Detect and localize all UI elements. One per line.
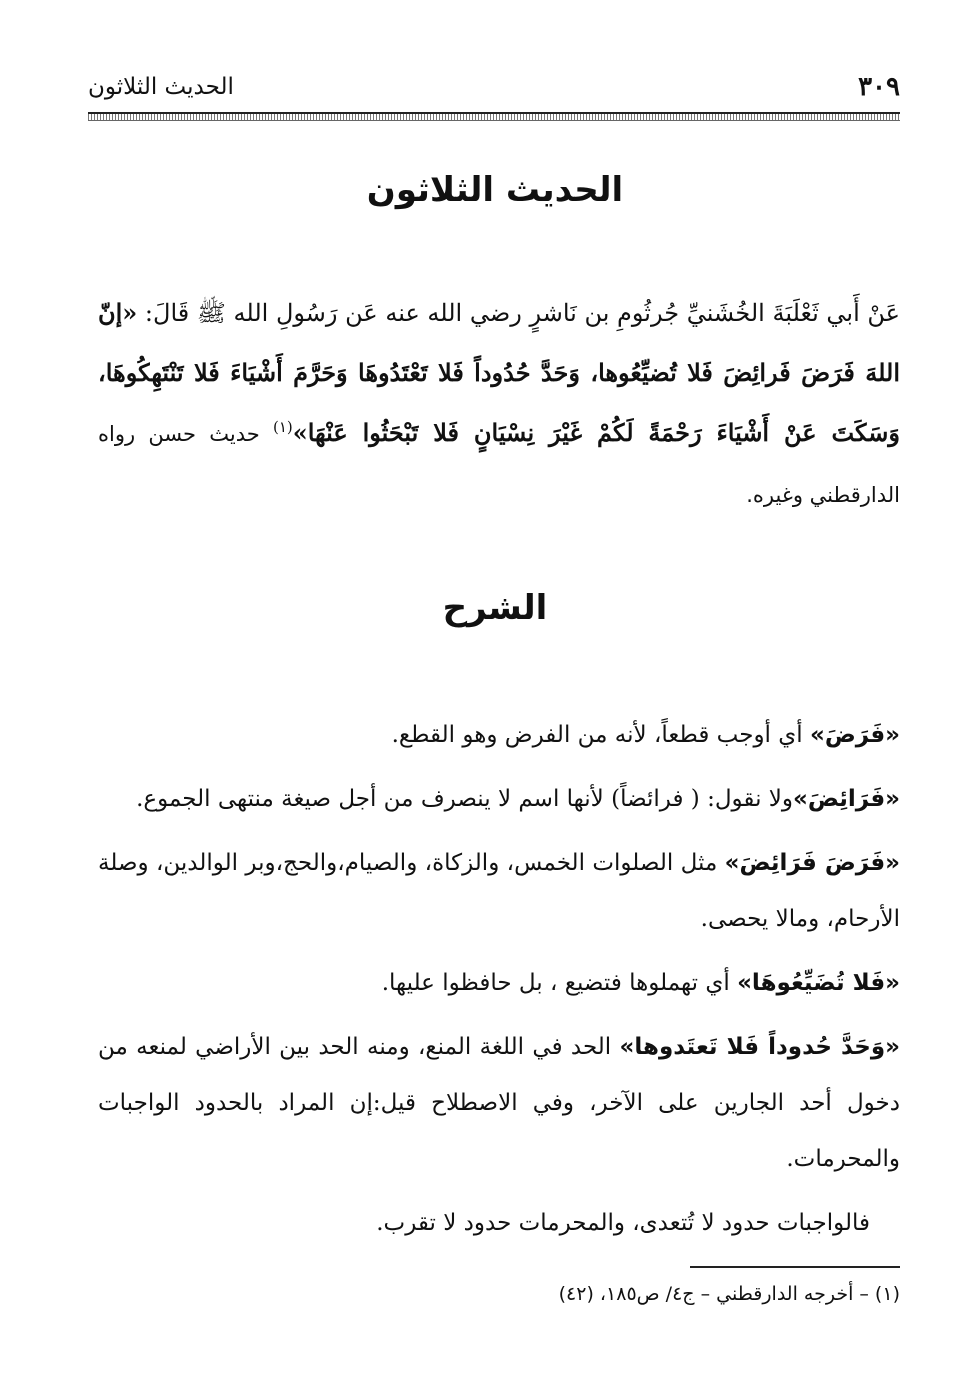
running-header bbox=[88, 72, 900, 116]
footnote-rule bbox=[690, 1266, 900, 1268]
explanation-text: مثل الصلوات الخمس، والزكاة، والصيام،والحج،وبر الوالدين، وصلة الأرحام، ومالا يحصى. bbox=[98, 850, 900, 932]
explanation-term: «وَحَدَّ حُدوداً فَلا تَعتَدوها» bbox=[619, 1034, 901, 1060]
header-rule bbox=[88, 112, 900, 121]
hadith-title: الحديث الثلاثون bbox=[366, 170, 624, 210]
explanation-text: ولا نقول: ( فرائضاً) لأنها اسم لا ينصرف من أجل صيغة منتهى الجموع. bbox=[136, 786, 794, 812]
hadith-text bbox=[98, 283, 900, 525]
explanation-text: أي تهملوها فتضيع ، بل حافظوا عليها. bbox=[381, 970, 738, 996]
explanation-text: أي أوجب قطعاً، لأنه من الفرض وهو القطع. bbox=[391, 722, 810, 748]
explanation-item bbox=[98, 835, 900, 947]
sharh-explanations bbox=[98, 707, 900, 1259]
explanation-item bbox=[98, 707, 900, 763]
explanation-term: «فَرَائِضَ» bbox=[793, 786, 900, 812]
explanation-item bbox=[98, 1019, 900, 1187]
explanation-item bbox=[98, 771, 900, 827]
explanation-item bbox=[98, 955, 900, 1011]
explanation-term: «فَرَضَ» bbox=[809, 722, 900, 748]
explanation-term: «فَلا تُضَيِّعُوهَا» bbox=[737, 970, 900, 996]
explanation-term: «فَرَضَ فَرَائِضَ» bbox=[724, 850, 900, 876]
running-title: الحديث الثلاثون bbox=[88, 74, 234, 100]
sharh-title: الشرح bbox=[442, 588, 548, 628]
footnote-reference[interactable]: (١) bbox=[272, 418, 293, 436]
footnote: (١) – أخرجه الدارقطني – ج٤/ ص١٨٥، (٤٢) bbox=[558, 1283, 900, 1305]
explanation-text: الحد في اللغة المنع، ومنه الحد بين الأراضي لمنعه من دخول أحد الجارين على الآخر، وفي الاصطلاح قيل:إن المراد بالحدود الواجبات والمحرمات. bbox=[98, 1034, 900, 1172]
closing-paragraph: فالواجبات حدود لا تُتعدى، والمحرمات حدود لا تقرب. bbox=[376, 1210, 870, 1236]
hadith-grade: حديث حسن رواه الدارقطني وغيره. bbox=[98, 422, 900, 507]
hadith-isnad: عَنْ أَبي ثَعْلَبَةَ الخُشَنيِّ جُرثُومِ بن نَاشرٍ رضي الله عنه عَن رَسُولِ الله ﷺ قَالَ: bbox=[137, 299, 900, 327]
hadith-matn: «إنّ اللهَ فَرَضَ فَرائِضَ فَلا تُضيِّعُوها، وَحَدَّ حُدُوداً فَلا تَعْتَدُوهَا وَحَرَّمَ أَشْيَاءَ فَلا تَنْتَهِكُوهَا، وَسَكَتَ عَنْ أَشْيَاءَ رَحْمَةً لَكُمْ غَيْرَ نِسْيَانٍ فَلا تَبْحَثُوا عَنْهَا» bbox=[98, 298, 900, 447]
page-number: ٣٠٩ bbox=[858, 72, 900, 102]
